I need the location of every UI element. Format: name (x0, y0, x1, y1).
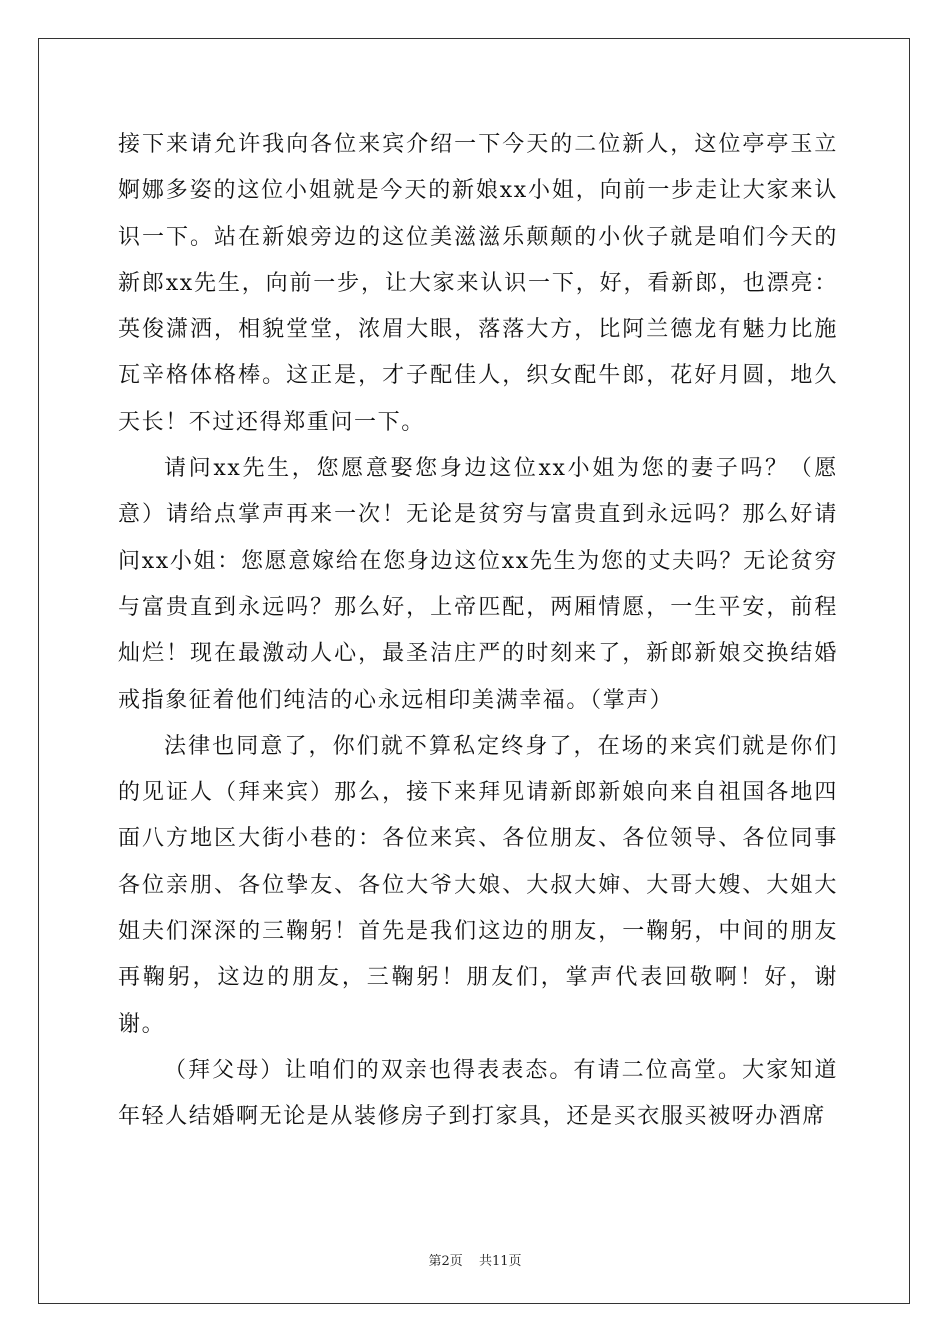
paragraph-parents: （拜父母）让咱们的双亲也得表表态。有请二位高堂。大家知道年轻人结婚啊无论是从装修房子到打家具，还是买衣服买被呀办酒席 (118, 1057, 838, 1130)
paragraph-vows: 请问xx先生，您愿意娶您身边这位xx小姐为您的妻子吗？（愿意）请给点掌声再来一次！无论是贫穷与富贵直到永远吗？那么好请问xx小姐：您愿意嫁给在您身边这位xx先生为您的丈夫吗？无论贫穷与富贵直到永远吗？那么好，上帝匹配，两厢情愿，一生平安，前程灿烂！现在最激动人心，最圣洁庄严的时刻来了，新郎新娘交换结婚戒指象征着他们纯洁的心永远相印美满幸福。（掌声） (118, 456, 838, 713)
document-body (118, 122, 838, 1141)
paragraph-intro: 接下来请允许我向各位来宾介绍一下今天的二位新人，这位亭亭玉立婀娜多姿的这位小姐就是今天的新娘xx小姐，向前一步走让大家来认识一下。站在新娘旁边的这位美滋滋乐颠颠的小伙子就是咱们今天的新郎xx先生，向前一步，让大家来认识一下，好，看新郎，也漂亮：英俊潇洒，相貌堂堂，浓眉大眼，落落大方，比阿兰德龙有魅力比施瓦辛格体格棒。这正是，才子配佳人，织女配牛郎，花好月圆，地久天长！不过还得郑重问一下。 (118, 132, 838, 435)
page-footer (0, 1250, 950, 1269)
paragraph-guests: 法律也同意了，你们就不算私定终身了，在场的来宾们就是你们的见证人（拜来宾）那么，接下来拜见请新郎新娘向来自祖国各地四面八方地区大街小巷的：各位来宾、各位朋友、各位领导、各位同事各位亲朋、各位挚友、各位大爷大娘、大叔大婶、大哥大嫂、大姐大姐夫们深深的三鞠躬！首先是我们这边的朋友，一鞠躬，中间的朋友再鞠躬，这边的朋友，三鞠躬！朋友们，掌声代表回敬啊！好，谢谢。 (118, 733, 838, 1037)
page-total: 共11页 (478, 1254, 522, 1269)
page-number: 第2页 (428, 1254, 463, 1269)
